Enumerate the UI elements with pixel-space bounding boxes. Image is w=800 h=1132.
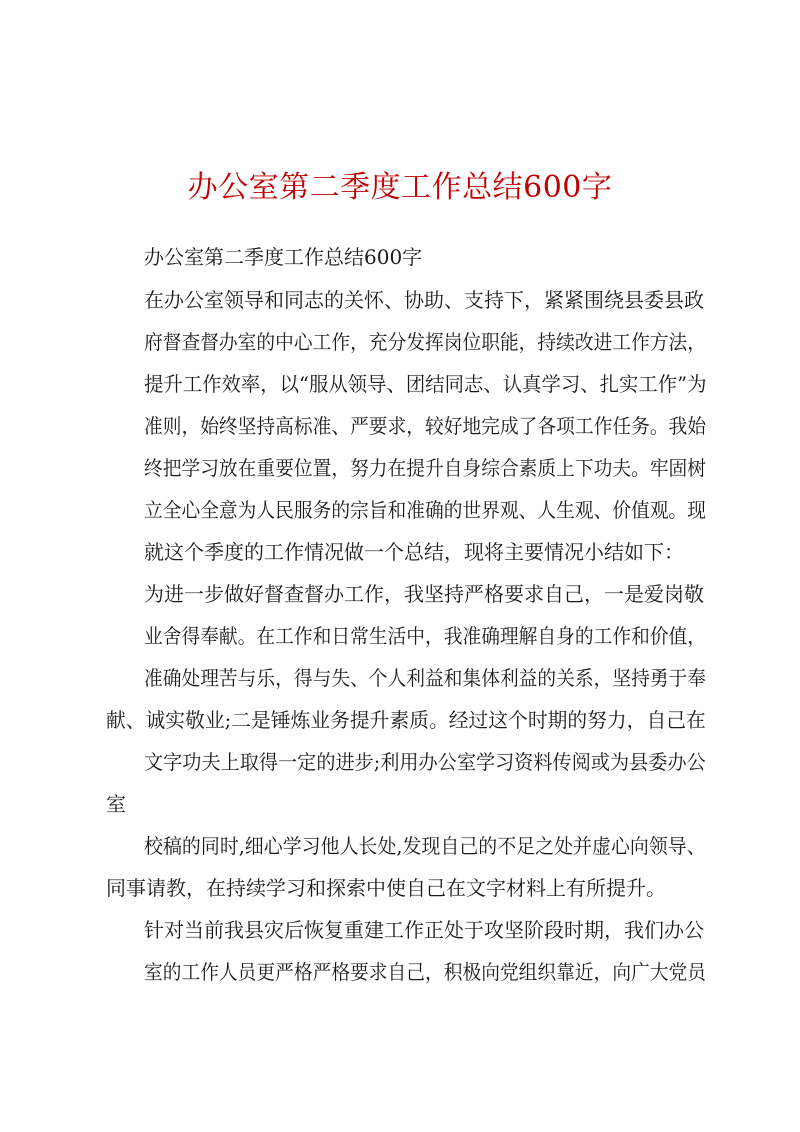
paragraph-line: 提升工作效率，以“服从领导、团结同志、认真学习、扎实工作”为 [144, 372, 707, 396]
paragraph-line: 准确处理苦与乐，得与失、个人利益和集体利益的关系，坚持勇于奉 [144, 666, 707, 690]
paragraph-line: 府督查督办室的中心工作，充分发挥岗位职能，持续改进工作方法， [144, 330, 707, 354]
paragraph-line: 针对当前我县灾后恢复重建工作正处于攻坚阶段时期，我们办公 [144, 918, 704, 942]
paragraph-line: 立全心全意为人民服务的宗旨和准确的世界观、人生观、价值观。现 [144, 498, 707, 522]
paragraph-line: 献、诚实敬业;二是锤炼业务提升素质。经过这个时期的努力，自己在 [106, 708, 706, 732]
paragraph-line: 准则，始终坚持高标准、严要求，较好地完成了各项工作任务。我始 [144, 414, 707, 438]
paragraph-line: 为进一步做好督查督办工作，我坚持严格要求自己，一是爱岗敬 [144, 582, 704, 606]
paragraph-line: 文字功夫上取得一定的进步;利用办公室学习资料传阅或为县委办公 [144, 750, 706, 774]
paragraph-line: 终把学习放在重要位置，努力在提升自身综合素质上下功夫。牢固树 [144, 456, 707, 480]
paragraph-line: 同事请教，在持续学习和探索中使自己在文字材料上有所提升。 [106, 876, 666, 900]
paragraph-line: 校稿的同时,细心学习他人长处,发现自己的不足之处并虚心向领导、 [144, 834, 706, 858]
document-title: 办公室第二季度工作总结600字 [187, 170, 613, 205]
paragraph-line: 就这个季度的工作情况做一个总结，现将主要情况小结如下： [144, 540, 684, 564]
paragraph-line: 在办公室领导和同志的关怀、协助、支持下，紧紧围绕县委县政 [144, 288, 704, 312]
paragraph-line: 办公室第二季度工作总结600字 [144, 245, 423, 269]
paragraph-line: 室 [106, 792, 126, 816]
paragraph-line: 室的工作人员更严格严格要求自己，积极向党组织靠近，向广大党员 [144, 960, 707, 984]
paragraph-line: 业舍得奉献。在工作和日常生活中，我准确理解自身的工作和价值， [144, 624, 707, 648]
